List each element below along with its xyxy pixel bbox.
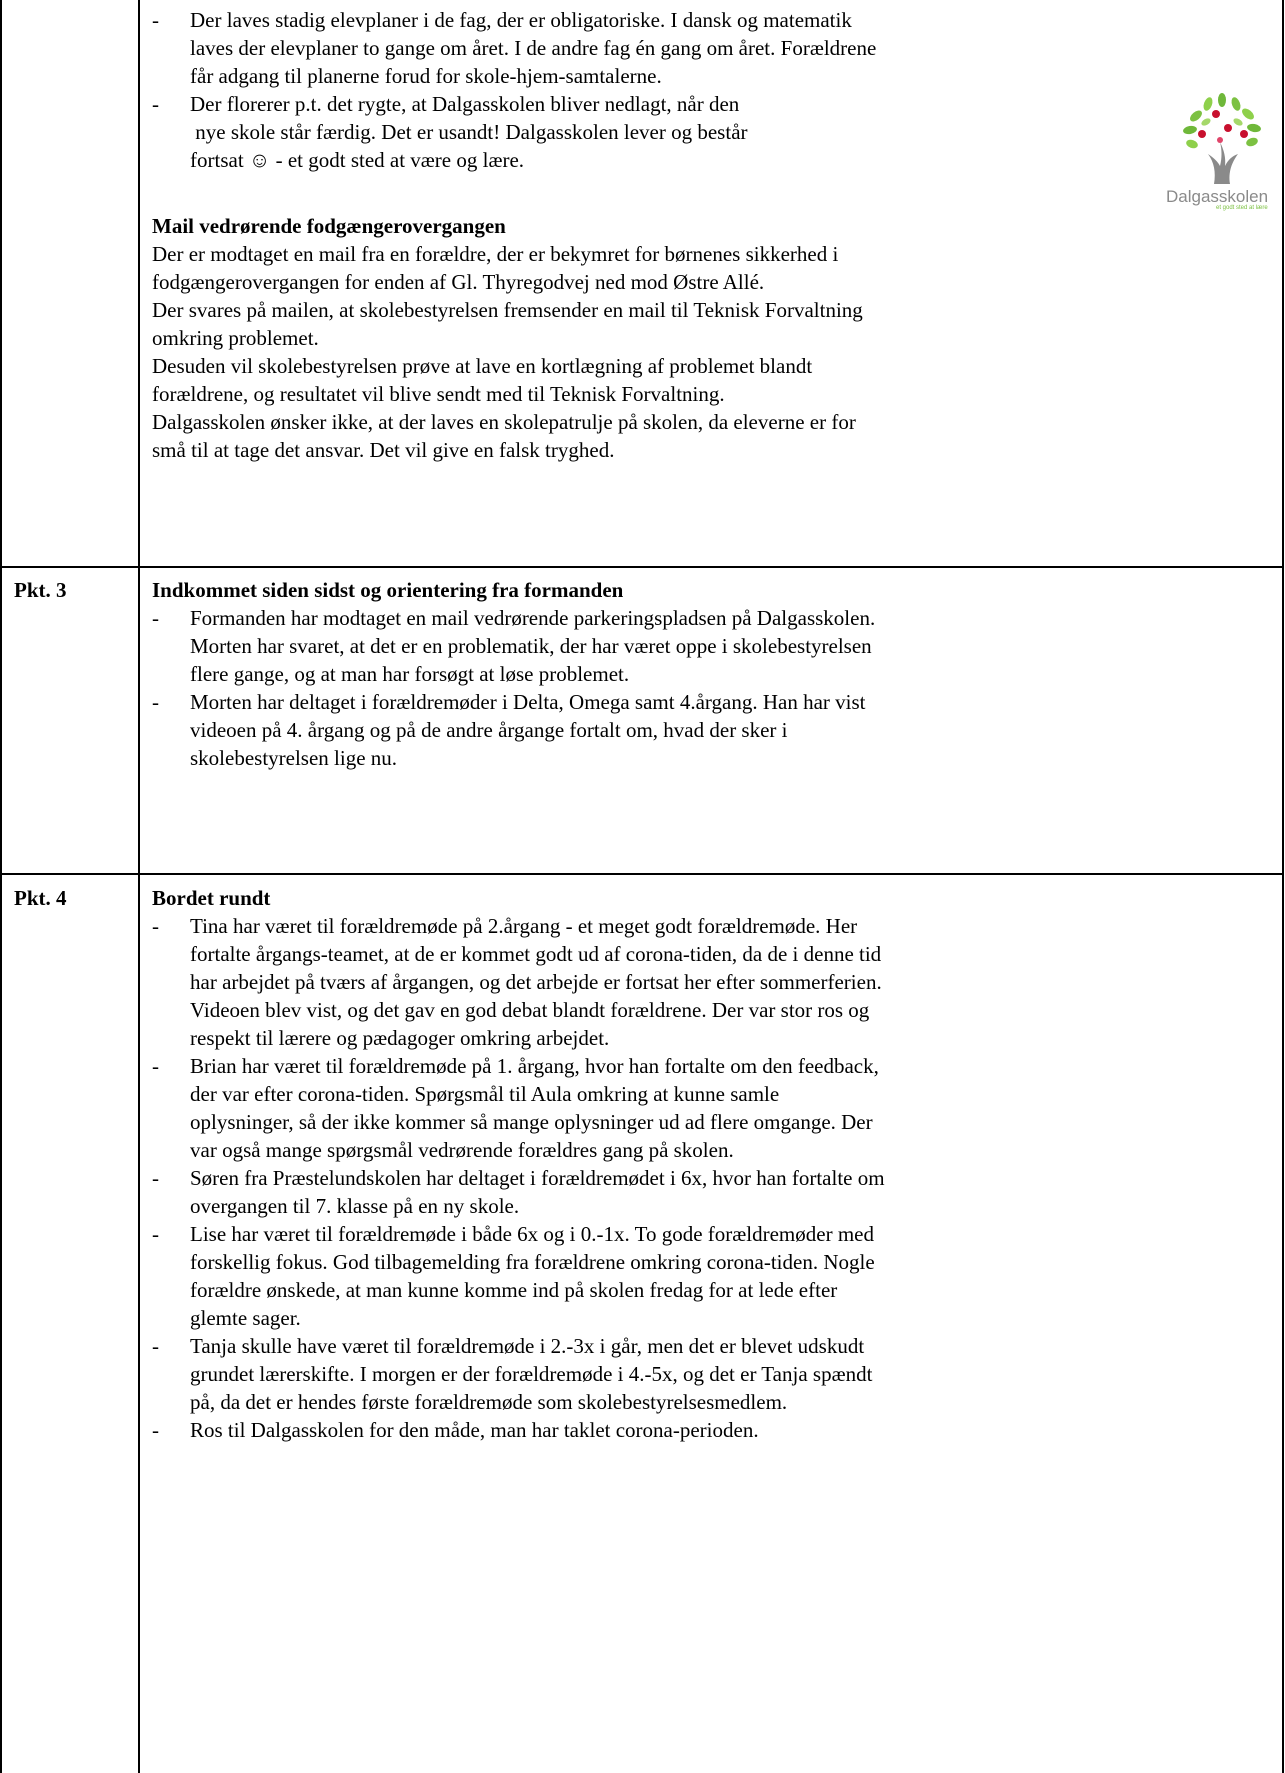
- table-column-divider: [138, 0, 140, 1773]
- intro-bullet-1-line-3: får adgang til planerne forud for skole-hjem-samtalerne.: [190, 64, 662, 88]
- pkt4-bullet-4-line-1: Lise har været til forældremøde i både 6x og i 0.-1x. To gode forældremøder med: [190, 1222, 874, 1246]
- mail-line-4: omkring problemet.: [152, 326, 319, 350]
- pkt4-bullet-5-line-3: på, da det er hendes første forældremøde som skolebestyrelsesmedlem.: [190, 1390, 788, 1414]
- pkt4-bullet-1-line-3: har arbejdet på tværs af årgangen, og det arbejde er fortsat her efter sommerferien.: [190, 970, 882, 994]
- pkt4-bullet-4-line-4: glemte sager.: [190, 1306, 301, 1330]
- table-left-border: [0, 0, 2, 1773]
- intro-bullet-2-line-3: fortsat ☺ - et godt sted at være og lære.: [190, 148, 525, 172]
- pkt3-label: Pkt. 3: [14, 578, 67, 602]
- pkt4-bullet-4-line-2: forskellig fokus. God tilbagemelding fra forældrene omkring corona-tiden. Nogle: [190, 1250, 875, 1274]
- table-right-border: [1282, 0, 1284, 1773]
- pkt4-bullet-4-line-3: forældre ønskede, at man kunne komme ind på skolen fredag for at lede efter: [190, 1278, 838, 1302]
- bullet-marker: -: [152, 1222, 159, 1246]
- pkt4-label: Pkt. 4: [14, 886, 67, 910]
- pkt4-bullet-6-line-1: Ros til Dalgasskolen for den måde, man har taklet corona-perioden.: [190, 1418, 759, 1442]
- logo-name: Dalgasskolen: [1166, 187, 1269, 206]
- pkt4-bullet-1-line-5: respekt til lærere og pædagoger omkring arbejdet.: [190, 1026, 610, 1050]
- logo-wordmark: [1166, 188, 1280, 206]
- intro-bullet-2-line-2: nye skole står færdig. Det er usandt! Dalgasskolen lever og består: [190, 120, 748, 144]
- pkt4-bullet-2-line-4: var også mange spørgsmål vedrørende forældres gang på skolen.: [190, 1138, 734, 1162]
- pkt4-heading: Bordet rundt: [152, 886, 271, 910]
- pkt3-bullet-1-line-3: flere gange, og at man har forsøgt at løse problemet.: [190, 662, 630, 686]
- mail-line-5: Desuden vil skolebestyrelsen prøve at lave en kortlægning af problemet blandt: [152, 354, 813, 378]
- bullet-marker: -: [152, 1418, 159, 1442]
- intro-bullet-1-line-1: Der laves stadig elevplaner i de fag, der er obligatoriske. I dansk og matematik: [190, 8, 852, 32]
- pkt4-bullet-5-line-1: Tanja skulle have været til forældremøde i 2.-3x i går, men det er blevet udskudt: [190, 1334, 865, 1358]
- bullet-marker: -: [152, 606, 159, 630]
- intro-bullet-1-line-2: laves der elevplaner to gange om året. I de andre fag én gang om året. Forældrene: [190, 36, 877, 60]
- pkt4-bullet-1-line-4: Videoen blev vist, og det gav en god debat blandt forældrene. Der var stor ros og: [190, 998, 870, 1022]
- pkt3-bullet-2-line-1: Morten har deltaget i forældremøder i Delta, Omega samt 4.årgang. Han har vist: [190, 690, 866, 714]
- bullet-marker: -: [152, 8, 159, 32]
- bullet-marker: -: [152, 1054, 159, 1078]
- pkt4-bullet-3-line-1: Søren fra Præstelundskolen har deltaget i forældremødet i 6x, hvor han fortalte om: [190, 1166, 885, 1190]
- pkt3-bullet-2-line-2: videoen på 4. årgang og på de andre årgange fortalt om, hvad der sker i: [190, 718, 788, 742]
- pkt4-bullet-5-line-2: grundet lærerskifte. I morgen er der forældremøde i 4.-5x, og det er Tanja spændt: [190, 1362, 873, 1386]
- mail-line-7: Dalgasskolen ønsker ikke, at der laves en skolepatrulje på skolen, da eleverne er for: [152, 410, 856, 434]
- bullet-marker: -: [152, 690, 159, 714]
- pkt4-bullet-3-line-2: overgangen til 7. klasse på en ny skole.: [190, 1194, 520, 1218]
- logo-tagline: et godt sted at lære: [1216, 205, 1268, 211]
- intro-bullet-2-line-1: Der florerer p.t. det rygte, at Dalgasskolen bliver nedlagt, når den: [190, 92, 740, 116]
- mail-line-2: fodgængerovergangen for enden af Gl. Thyregodvej ned mod Østre Allé.: [152, 270, 765, 294]
- pkt3-heading: Indkommet siden sidst og orientering fra formanden: [152, 578, 624, 602]
- mail-line-6: forældrene, og resultatet vil blive sendt med til Teknisk Forvaltning.: [152, 382, 725, 406]
- bullet-marker: -: [152, 1334, 159, 1358]
- row-divider-1: [0, 566, 1284, 568]
- pkt4-bullet-2-line-1: Brian har været til forældremøde på 1. årgang, hvor han fortalte om den feedback,: [190, 1054, 879, 1078]
- dalgasskolen-logo: [1162, 92, 1280, 212]
- mail-line-3: Der svares på mailen, at skolebestyrelsen fremsender en mail til Teknisk Forvaltning: [152, 298, 863, 322]
- bullet-marker: -: [152, 92, 159, 116]
- pkt4-bullet-1-line-2: fortalte årgangs-teamet, at de er kommet godt ud af corona-tiden, da de i denne tid: [190, 942, 882, 966]
- pkt3-bullet-1-line-2: Morten har svaret, at det er en problematik, der har været oppe i skolebestyrelsen: [190, 634, 872, 658]
- bullet-marker: -: [152, 914, 159, 938]
- pkt4-bullet-2-line-3: oplysninger, så der ikke kommer så mange oplysninger ud ad flere omgange. Der: [190, 1110, 873, 1134]
- pkt3-bullet-1-line-1: Formanden har modtaget en mail vedrørende parkeringspladsen på Dalgasskolen.: [190, 606, 876, 630]
- mail-line-8: små til at tage det ansvar. Det vil give en falsk tryghed.: [152, 438, 615, 462]
- pkt3-bullet-2-line-3: skolebestyrelsen lige nu.: [190, 746, 398, 770]
- bullet-marker: -: [152, 1166, 159, 1190]
- row-divider-2: [0, 873, 1284, 875]
- pkt4-bullet-1-line-1: Tina har været til forældremøde på 2.årgang - et meget godt forældremøde. Her: [190, 914, 858, 938]
- mail-line-1: Der er modtaget en mail fra en forældre, der er bekymret for børnenes sikkerhed i: [152, 242, 839, 266]
- pkt4-bullet-2-line-2: der var efter corona-tiden. Spørgsmål til Aula omkring at kunne samle: [190, 1082, 780, 1106]
- mail-heading: Mail vedrørende fodgængerovergangen: [152, 214, 506, 238]
